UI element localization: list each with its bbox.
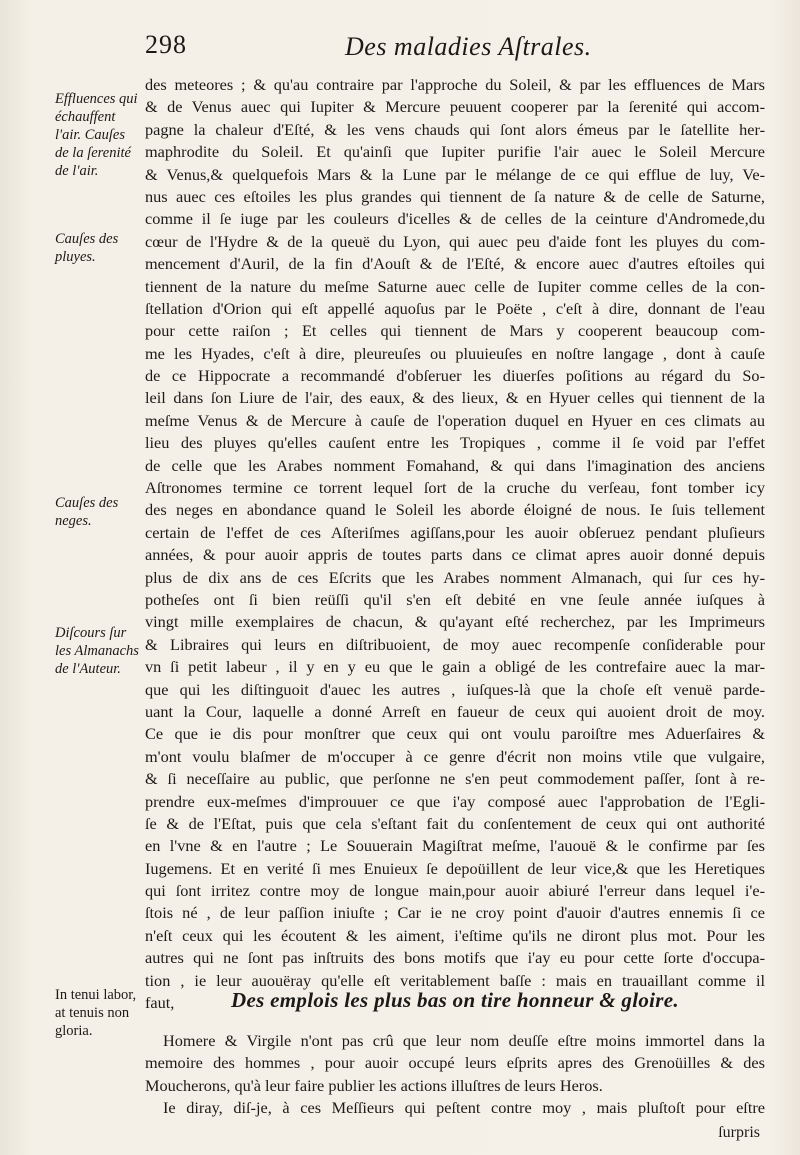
page-number: 298	[145, 30, 187, 59]
text-line: n'eſt ceux qui les écoutent & les aiment, i'eſtime qu'ils ne diront plus mot. Pour les	[145, 925, 765, 945]
text-line: Ce que ie dis pour monſtrer que ceux qui ont voulu paroiſtre mes Aduerſaires &	[145, 724, 765, 744]
text-line: m'ont voulu blaſmer de m'occuper à ce genre d'écrit non moins vtile que vulgaire,	[145, 746, 765, 766]
main-text	[145, 74, 765, 1014]
text-line: années, & pour auoir appris de toutes parts dans ce climat apres auoir donné depuis	[145, 545, 765, 565]
text-line: & de Venus auec qui Iupiter & Mercure peuuent cooperer par la ſerenité qui accom-	[145, 97, 765, 117]
margin-note-neges: Cauſes des neges.	[55, 495, 119, 529]
text-line: & Libraires qui leurs en diſtribuoient, de moy auec recompenſe conſiderable pour	[145, 634, 765, 654]
margin-note-almanachs: Diſcours ſur les Almanachs de l'Auteur.	[55, 625, 139, 677]
text-line: Iugemens. Et en verité ſi mes Enuieux ſe depoüillent de leur vice,& que les Heretiques	[145, 858, 765, 878]
text-line: cœur de l'Hydre & de la queuë du Lyon, qui auec peu d'aide font les pluyes du com-	[145, 231, 765, 251]
text-line: maphrodite du Soleil. Et qu'ainſi que Iupiter purifie l'air auec le Soleil Mercure	[145, 142, 765, 162]
text-line: vn ſi petit labeur , il y en y eu que le gain a obligé de les contrefaire auec la mar-	[145, 657, 765, 677]
text-line: autres qui ne ſont pas inſtruits des bons motifs que i'ay eu pour cette ſorte d'occupa-	[145, 948, 765, 968]
text-line: ſe & de l'Eſtat, puis que cela s'eſtant fait du conſentement de ceux qui ont authorité	[145, 813, 765, 833]
text-line: memoire des hommes , pour auoir occupé leurs eſprits apres des Grenoüilles & des	[145, 1053, 765, 1073]
margin-note-effluences: Effluences qui échauffent l'air. Cauſes de la ſerenité de l'air.	[55, 91, 138, 179]
catchword: ſurpris	[718, 1124, 760, 1141]
text-line: mencement d'Auril, de la fin d'Aouſt & de l'Eſté, & encore auec d'autres eſtoiles qui	[145, 254, 765, 274]
text-line: lieu des pluyes qu'elles cauſent entre les Tropiques , comme il ſe void par l'effet	[145, 433, 765, 453]
text-line: tion , ie leur auouëray qu'elle eſt veritablement baſſe : mais en trauaillant comme il	[145, 970, 765, 990]
text-line: Homere & Virgile n'ont pas crû que leur nom deuſſe eſtre moins immortel dans la	[163, 1031, 765, 1050]
text-line: comme il ſe iuge par les couleurs d'icelles & de celles de la ceinture d'Andromede,du	[145, 209, 765, 229]
text-line: nus auec ces eſtoiles les plus grandes qui tiennent de ſa nature & de celle de Saturne,	[145, 186, 765, 206]
text-line: plus de dix ans de ces Eſcrits que les Arabes nomment Almanach, qui ſur ces hy-	[145, 567, 765, 587]
text-line: des meteores ; & qu'au contraire par l'approche du Soleil, & par les effluences de Mars	[145, 75, 765, 94]
text-line: ſtellation d'Orion qui eſt appellé aquoſus par le Poëte , c'eſt à dire, donnant de l'eau	[145, 298, 765, 318]
text-line: de celle que les Arabes nomment Fomahand, & qui dans l'imagination des anciens	[145, 455, 765, 475]
text-line: meſme Venus & de Mercure à cauſe de l'operation duquel en Hyuer en ces climats au	[145, 410, 765, 430]
margin-note-latin: In tenui labor, at tenuis non gloria.	[55, 987, 137, 1039]
text-line: pagne la chaleur d'Eſté, & les vens chauds qui ſont alors émeus par le ſatellite her-	[145, 119, 765, 139]
text-line: Aſtronomes termine ce torrent lequel ſort de la cruche du verſeau, font tomber icy	[145, 478, 765, 498]
text-line: en l'vne & en l'autre ; Le Souuerain Magiſtrat meſme, l'auouë & le confirme par ſes	[145, 836, 765, 856]
running-title: Des maladies Aſtrales.	[345, 32, 592, 61]
text-line: certain de l'effet de ces Aſteriſmes agiſſans,pour les auoir obſeruez pendant pluſieurs	[145, 522, 765, 542]
text-line: & Venus,& quelquefois Mars & la Lune par le mélange de ce qui efflue de luy, Ve-	[145, 164, 765, 184]
text-line: faut,	[145, 993, 175, 1013]
section-heading: Des emplois les plus bas on tire honneur & gloire.	[231, 988, 679, 1012]
margin-note-pluyes: Cauſes des pluyes.	[55, 231, 119, 265]
text-line: de ce Hippocrate a recommandé d'obſeruer les diuerſes poſitions au régard du So-	[145, 366, 765, 386]
page-header	[145, 30, 765, 70]
text-line: potheſes ont ſi bien reüſſi qu'il s'en eſt debité en vne ſeule année iuſques à	[145, 589, 765, 609]
second-text-block	[145, 1030, 765, 1120]
text-line: leil dans ſon Liure de l'air, des eaux, & des lieux, & en Hyuer celles qui tiennent de la	[145, 388, 765, 408]
text-line: tiennent de la nature du meſme Saturne auec celle de Iupiter comme celles de la con-	[145, 276, 765, 296]
text-line: pour cette raiſon ; Et celles qui tiennent de Mars y cooperent beaucoup com-	[145, 321, 765, 341]
text-line: uant la Cour, laquelle a donné Arreſt en faueur de ceux qui auoient droit de moy.	[145, 701, 765, 721]
text-line: me les Hyades, c'eſt à dire, pleureuſes ou pluuieuſes en noſtre langage , dont à cauſe	[145, 343, 765, 363]
text-line: qui ſont irritez contre moy de longue main,pour auoir abiuré l'erreur dans lequel i'e-	[145, 881, 765, 901]
text-line: ſtois né , de leur paſſion iniuſte ; Car ie ne croy point d'auoir d'autres ennemis ſi ce	[145, 903, 765, 923]
text-line: Ie diray, diſ-je, à ces Meſſieurs qui peſtent contre moy , mais pluſtoſt pour eſtre	[163, 1098, 765, 1118]
text-line: prendre eux-meſmes d'improuuer ce que i'ay composé auec l'approbation de l'Egli-	[145, 791, 765, 811]
text-line: des neges en abondance quand le Soleil les aborde éloigné de nous. Ie ſuis tellement	[145, 500, 765, 520]
text-line: vingt mille exemplaires de chacun, & qu'ayant eſté recherchez, par les Imprimeurs	[145, 612, 765, 632]
text-line: que qui les diſtinguoit d'auec les autres , iuſques-là que la choſe eſt venuë parde-	[145, 679, 765, 699]
text-line: Moucherons, qu'à leur faire publier les actions illuſtres de leurs Heros.	[145, 1075, 603, 1095]
text-line: & ſi neceſſaire au public, que perſonne ne s'en peut commodement paſſer, ſont à re-	[145, 769, 765, 789]
